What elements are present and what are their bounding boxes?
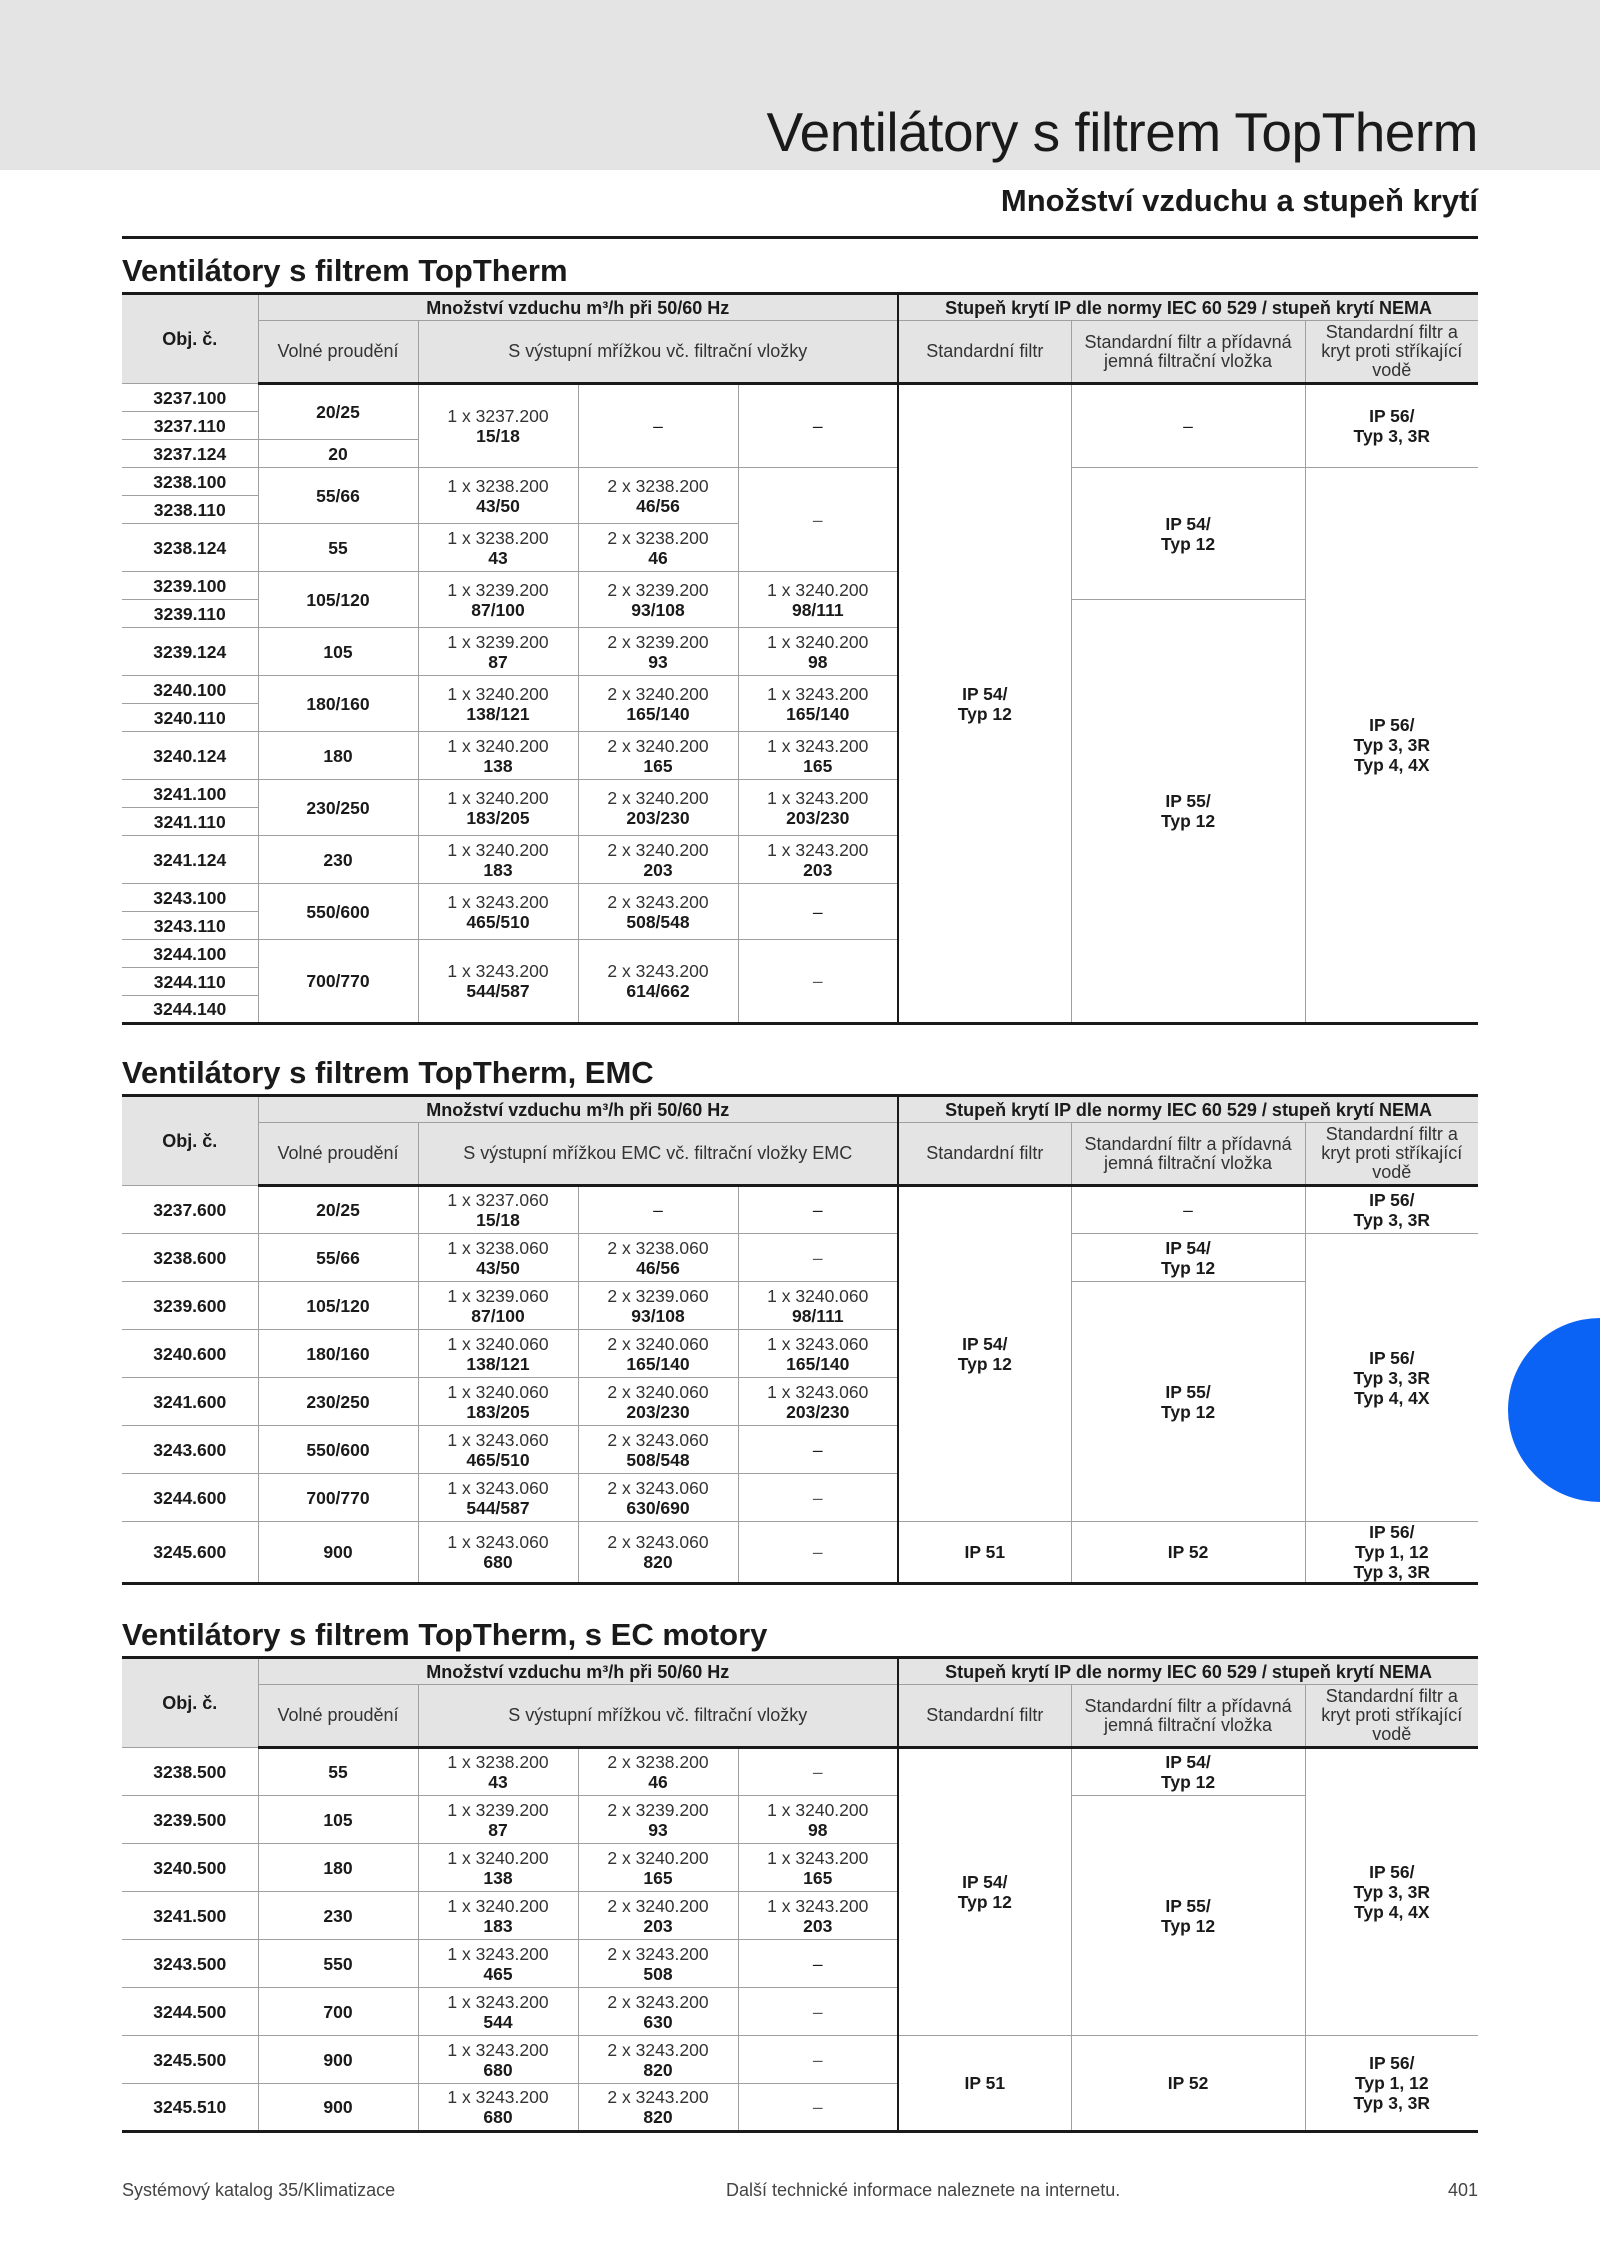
obj-number: 3244.100 (122, 940, 258, 968)
spec-table (122, 1656, 1478, 2133)
grille-cell-empty: – (738, 940, 898, 1024)
grille-cell-empty: – (738, 1748, 898, 1796)
col-header-std-filter: Standardní filtr (898, 1123, 1071, 1186)
grille-cell: 2 x 3243.200 820 (578, 2084, 738, 2132)
obj-number: 3244.140 (153, 999, 227, 1019)
free-flow-value: 180 (258, 1844, 418, 1892)
free-flow-value: 20/25 (258, 384, 418, 440)
table-row (122, 1748, 1478, 1796)
table-row (122, 468, 1478, 496)
grille-cell (418, 384, 578, 468)
grille-cell: 2 x 3240.200 165 (578, 732, 738, 780)
section-topTherm (122, 250, 1478, 1025)
grille-cell: 1 x 3240.200 98/111 (738, 572, 898, 628)
chapter-tab-marker (1508, 1318, 1600, 1502)
ip-std-filter: IP 54/ Typ 12 (898, 1748, 1071, 2036)
col-header-std-filter-splash: Standardní filtr a kryt proti stříkající vodě (1305, 1685, 1478, 1748)
free-flow-value: 700/770 (258, 940, 418, 1024)
table-row (122, 1186, 1478, 1234)
free-flow-value: 105 (258, 628, 418, 676)
grille-cell: 2 x 3238.200 46 (578, 1748, 738, 1796)
col-header-airflow: Množství vzduchu m³/h při 50/60 Hz (258, 1658, 898, 1685)
grille-cell: 1 x 3243.200 544 (418, 1988, 578, 2036)
grille-cell: 1 x 3243.200 544/587 (418, 940, 578, 1024)
grille-cell: 2 x 3243.200 630 (578, 1988, 738, 2036)
obj-number: 3245.600 (153, 1542, 227, 1562)
col-header-std-filter-splash: Standardní filtr a kryt proti stříkající vodě (1305, 1123, 1478, 1186)
grille-cell: 1 x 3243.200 465/510 (418, 884, 578, 940)
free-flow-value: 230/250 (258, 780, 418, 836)
grille-cell: 1 x 3238.060 43/50 (418, 1234, 578, 1282)
ip-splash: IP 56/ Typ 1, 12 Typ 3, 3R (1305, 1522, 1478, 1584)
obj-number: 3240.600 (122, 1330, 258, 1378)
ip-splash: IP 56/ Typ 3, 3R Typ 4, 4X (1305, 1748, 1478, 2036)
grille-cell: 1 x 3240.200 138/121 (418, 676, 578, 732)
obj-number: 3238.100 (122, 468, 258, 496)
obj-number: 3243.110 (122, 912, 258, 940)
grille-cell: 1 x 3243.200 203 (738, 1892, 898, 1940)
spec-table (122, 1094, 1478, 1585)
grille-cell: 1 x 3238.200 43 (418, 1748, 578, 1796)
obj-number: 3238.124 (122, 524, 258, 572)
grille-cell: 1 x 3243.200 203 (738, 836, 898, 884)
ip-add-filter: IP 55/ Typ 12 (1071, 1282, 1305, 1522)
obj-number: 3244.500 (122, 1988, 258, 2036)
free-flow-value: 55 (258, 1748, 418, 1796)
ip-splash: IP 56/ Typ 3, 3R (1305, 1186, 1478, 1234)
free-flow-value: 55/66 (258, 1234, 418, 1282)
grille-cell: 2 x 3240.200 203/230 (578, 780, 738, 836)
grille-cell: 2 x 3243.200 820 (578, 2036, 738, 2084)
table-row (122, 384, 1478, 412)
free-flow-value: 700 (258, 1988, 418, 2036)
obj-number: 3243.500 (122, 1940, 258, 1988)
free-flow-value: 55/66 (258, 468, 418, 524)
grille-cell-empty: – (738, 1940, 898, 1988)
grille-cell: 2 x 3239.200 93 (578, 1796, 738, 1844)
table-row (122, 1796, 1478, 1844)
col-header-ip: Stupeň krytí IP dle normy IEC 60 529 / stupeň krytí NEMA (898, 294, 1478, 321)
page-number: 401 (1447, 2180, 1478, 2200)
grille-cell: 1 x 3243.200 680 (418, 2036, 578, 2084)
col-header-std-filter-add: Standardní filtr a přídavná jemná filtrační vložka (1071, 1123, 1305, 1186)
grille-cell: 2 x 3239.200 93/108 (578, 572, 738, 628)
grille-cell: 2 x 3243.060 820 (578, 1522, 738, 1584)
col-header-outlet-grille-emc: S výstupní mřížkou EMC vč. filtrační vložky EMC (418, 1123, 898, 1186)
footer-catalog: Systémový katalog 35/Klimatizace (122, 2180, 396, 2200)
table-row (122, 2036, 1478, 2084)
grille-cell: 2 x 3239.200 93 (578, 628, 738, 676)
grille-cell-empty: – (738, 1186, 898, 1234)
grille-airflow: 15/18 (476, 426, 520, 446)
obj-number: 3239.600 (122, 1282, 258, 1330)
free-flow-value: 105 (258, 1796, 418, 1844)
col-header-free-flow: Volné proudění (258, 1685, 418, 1748)
obj-number: 3237.100 (122, 384, 258, 412)
obj-number: 3241.600 (122, 1378, 258, 1426)
obj-number: 3243.600 (122, 1426, 258, 1474)
grille-cell: 1 x 3238.200 43/50 (418, 468, 578, 524)
col-header-obj: Obj. č. (122, 294, 258, 384)
ip-add-filter: IP 55/ Typ 12 (1071, 600, 1305, 1024)
col-header-obj: Obj. č. (122, 1658, 258, 1748)
grille-cell-empty: – (738, 1426, 898, 1474)
col-header-std-filter-splash: Standardní filtr a kryt proti stříkající vodě (1305, 321, 1478, 384)
grille-cell: 2 x 3240.200 203 (578, 836, 738, 884)
grille-cell-empty: – (738, 1234, 898, 1282)
obj-number: 3239.124 (122, 628, 258, 676)
obj-number: 3243.100 (122, 884, 258, 912)
grille-cell: 1 x 3239.200 87 (418, 1796, 578, 1844)
obj-number: 3245.500 (122, 2036, 258, 2084)
obj-number: 3240.124 (122, 732, 258, 780)
free-flow-value: 105/120 (258, 1282, 418, 1330)
grille-cell: 1 x 3240.200 138 (418, 1844, 578, 1892)
ip-std-filter: IP 54/ Typ 12 (898, 1186, 1071, 1522)
grille-cell: 1 x 3243.200 165 (738, 732, 898, 780)
grille-cell-empty: – (578, 384, 738, 468)
ip-splash: IP 56/ Typ 1, 12 Typ 3, 3R (1305, 2036, 1478, 2132)
free-flow-value: 180/160 (258, 1330, 418, 1378)
section-title: Ventilátory s filtrem TopTherm (122, 253, 568, 288)
grille-cell: 1 x 3240.200 138 (418, 732, 578, 780)
grille-cell: 2 x 3238.060 46/56 (578, 1234, 738, 1282)
grille-cell: 1 x 3239.200 87/100 (418, 572, 578, 628)
free-flow-value: 230 (258, 836, 418, 884)
free-flow-value: 230/250 (258, 1378, 418, 1426)
grille-cell: 1 x 3240.060 183/205 (418, 1378, 578, 1426)
grille-cell-empty: – (738, 1988, 898, 2036)
grille-cell: 1 x 3243.060 165/140 (738, 1330, 898, 1378)
footer-info: Další technické informace naleznete na internetu. (726, 2180, 1121, 2200)
grille-cell: 1 x 3237.060 15/18 (418, 1186, 578, 1234)
obj-number: 3241.500 (122, 1892, 258, 1940)
grille-cell: 1 x 3240.200 183 (418, 836, 578, 884)
grille-cell: 2 x 3240.060 165/140 (578, 1330, 738, 1378)
grille-cell: 2 x 3240.200 165 (578, 1844, 738, 1892)
grille-cell: 1 x 3240.060 98/111 (738, 1282, 898, 1330)
free-flow-value: 180/160 (258, 676, 418, 732)
obj-number: 3239.100 (122, 572, 258, 600)
col-header-airflow: Množství vzduchu m³/h při 50/60 Hz (258, 294, 898, 321)
section-topTherm-emc (122, 1052, 1478, 1585)
grille-cell: 1 x 3238.200 43 (418, 524, 578, 572)
ip-add-filter: IP 52 (1071, 2036, 1305, 2132)
obj-number: 3237.124 (122, 440, 258, 468)
col-header-obj: Obj. č. (122, 1096, 258, 1186)
grille-cell: 1 x 3243.200 680 (418, 2084, 578, 2132)
obj-number: 3241.124 (122, 836, 258, 884)
free-flow-value: 180 (258, 732, 418, 780)
grille-cell: 2 x 3243.200 508/548 (578, 884, 738, 940)
grille-cell: 1 x 3243.200 165/140 (738, 676, 898, 732)
obj-number: 3238.500 (122, 1748, 258, 1796)
col-header-ip: Stupeň krytí IP dle normy IEC 60 529 / stupeň krytí NEMA (898, 1096, 1478, 1123)
page-subtitle: Množství vzduchu a stupeň krytí (1000, 183, 1478, 218)
col-header-ip: Stupeň krytí IP dle normy IEC 60 529 / stupeň krytí NEMA (898, 1658, 1478, 1685)
ip-splash: IP 56/ Typ 3, 3R Typ 4, 4X (1305, 468, 1478, 1024)
obj-number: 3240.500 (122, 1844, 258, 1892)
table-row (122, 1234, 1478, 1282)
col-header-outlet-grille: S výstupní mřížkou vč. filtrační vložky (418, 1685, 898, 1748)
grille-cell: 1 x 3239.200 87 (418, 628, 578, 676)
grille-cell-empty: – (738, 2084, 898, 2132)
grille-cell-empty: – (578, 1186, 738, 1234)
col-header-std-filter-add: Standardní filtr a přídavná jemná filtrační vložka (1071, 1685, 1305, 1748)
free-flow-value: 550/600 (258, 1426, 418, 1474)
ip-splash: IP 56/ Typ 3, 3R (1305, 384, 1478, 468)
free-flow-value: 20 (258, 440, 418, 468)
col-header-std-filter: Standardní filtr (898, 321, 1071, 384)
free-flow-value: 55 (258, 524, 418, 572)
grille-cell: 1 x 3243.060 544/587 (418, 1474, 578, 1522)
grille-cell-empty: – (738, 884, 898, 940)
page-title: Ventilátory s filtrem TopTherm (766, 101, 1478, 163)
grille-cell: 2 x 3238.200 46/56 (578, 468, 738, 524)
col-header-std-filter: Standardní filtr (898, 1685, 1071, 1748)
obj-number: 3240.110 (122, 704, 258, 732)
col-header-free-flow: Volné proudění (258, 321, 418, 384)
col-header-free-flow: Volné proudění (258, 1123, 418, 1186)
grille-cell: 2 x 3243.060 508/548 (578, 1426, 738, 1474)
grille-cell: 2 x 3243.200 614/662 (578, 940, 738, 1024)
grille-cell: 2 x 3243.200 508 (578, 1940, 738, 1988)
col-header-std-filter-add: Standardní filtr a přídavná jemná filtrační vložka (1071, 321, 1305, 384)
grille-cell: 1 x 3243.060 680 (418, 1522, 578, 1584)
free-flow-value: 20/25 (258, 1186, 418, 1234)
grille-cell: 1 x 3240.200 183 (418, 1892, 578, 1940)
ip-add-filter: IP 54/ Typ 12 (1071, 468, 1305, 600)
grille-cell: 1 x 3243.200 203/230 (738, 780, 898, 836)
free-flow-value: 900 (258, 2084, 418, 2132)
grille-cell: 1 x 3239.060 87/100 (418, 1282, 578, 1330)
free-flow-value: 550/600 (258, 884, 418, 940)
table-row (122, 1522, 1478, 1584)
obj-number: 3244.110 (122, 968, 258, 996)
grille-cell: 1 x 3243.200 165 (738, 1844, 898, 1892)
ip-add-filter: IP 54/ Typ 12 (1071, 1748, 1305, 1796)
grille-cell: 1 x 3240.200 98 (738, 628, 898, 676)
section-title: Ventilátory s filtrem TopTherm, EMC (122, 1055, 654, 1090)
obj-number: 3240.100 (122, 676, 258, 704)
obj-number: 3239.500 (122, 1796, 258, 1844)
obj-number: 3241.100 (122, 780, 258, 808)
grille-config: 1 x 3237.200 (447, 406, 549, 426)
ip-add-filter-empty: – (1071, 384, 1305, 468)
ip-std-filter: IP 51 (898, 2036, 1071, 2132)
obj-number: 3239.110 (122, 600, 258, 628)
grille-cell: 2 x 3239.060 93/108 (578, 1282, 738, 1330)
grille-cell-empty: – (738, 2036, 898, 2084)
grille-cell-empty: – (738, 384, 898, 468)
section-title: Ventilátory s filtrem TopTherm, s EC motory (122, 1617, 768, 1652)
ip-add-filter: IP 54/ Typ 12 (1071, 1234, 1305, 1282)
obj-number: 3238.110 (122, 496, 258, 524)
grille-cell: 2 x 3243.060 630/690 (578, 1474, 738, 1522)
free-flow-value: 900 (258, 2036, 418, 2084)
top-rule (122, 236, 1478, 239)
grille-cell: 1 x 3240.200 183/205 (418, 780, 578, 836)
table-row (122, 1282, 1478, 1330)
free-flow-value: 900 (258, 1522, 418, 1584)
obj-number: 3241.110 (122, 808, 258, 836)
grille-cell: 2 x 3238.200 46 (578, 524, 738, 572)
grille-cell: 1 x 3243.060 465/510 (418, 1426, 578, 1474)
grille-cell: 1 x 3243.060 203/230 (738, 1378, 898, 1426)
grille-cell: 2 x 3240.200 165/140 (578, 676, 738, 732)
free-flow-value: 700/770 (258, 1474, 418, 1522)
col-header-outlet-grille: S výstupní mřížkou vč. filtrační vložky (418, 321, 898, 384)
ip-add-filter: IP 52 (1071, 1522, 1305, 1584)
ip-std-filter: IP 51 (898, 1522, 1071, 1584)
ip-std-filter: IP 54/ Typ 12 (898, 384, 1071, 1024)
obj-number: 3237.600 (122, 1186, 258, 1234)
obj-number: 3245.510 (153, 2097, 227, 2117)
grille-cell: 2 x 3240.200 203 (578, 1892, 738, 1940)
obj-number: 3237.110 (122, 412, 258, 440)
ip-add-filter-empty: – (1071, 1186, 1305, 1234)
free-flow-value: 550 (258, 1940, 418, 1988)
grille-cell-empty: – (738, 1522, 898, 1584)
grille-cell: 1 x 3243.200 465 (418, 1940, 578, 1988)
grille-cell: 1 x 3240.200 98 (738, 1796, 898, 1844)
spec-table (122, 292, 1478, 1025)
obj-number: 3244.600 (122, 1474, 258, 1522)
grille-cell-empty: – (738, 468, 898, 572)
free-flow-value: 230 (258, 1892, 418, 1940)
grille-cell: 2 x 3240.060 203/230 (578, 1378, 738, 1426)
grille-cell: 1 x 3240.060 138/121 (418, 1330, 578, 1378)
col-header-airflow: Množství vzduchu m³/h při 50/60 Hz (258, 1096, 898, 1123)
grille-cell-empty: – (738, 1474, 898, 1522)
free-flow-value: 105/120 (258, 572, 418, 628)
ip-add-filter: IP 55/ Typ 12 (1071, 1796, 1305, 2036)
obj-number: 3238.600 (122, 1234, 258, 1282)
ip-splash: IP 56/ Typ 3, 3R Typ 4, 4X (1305, 1234, 1478, 1522)
section-topTherm-ec (122, 1614, 1478, 2133)
